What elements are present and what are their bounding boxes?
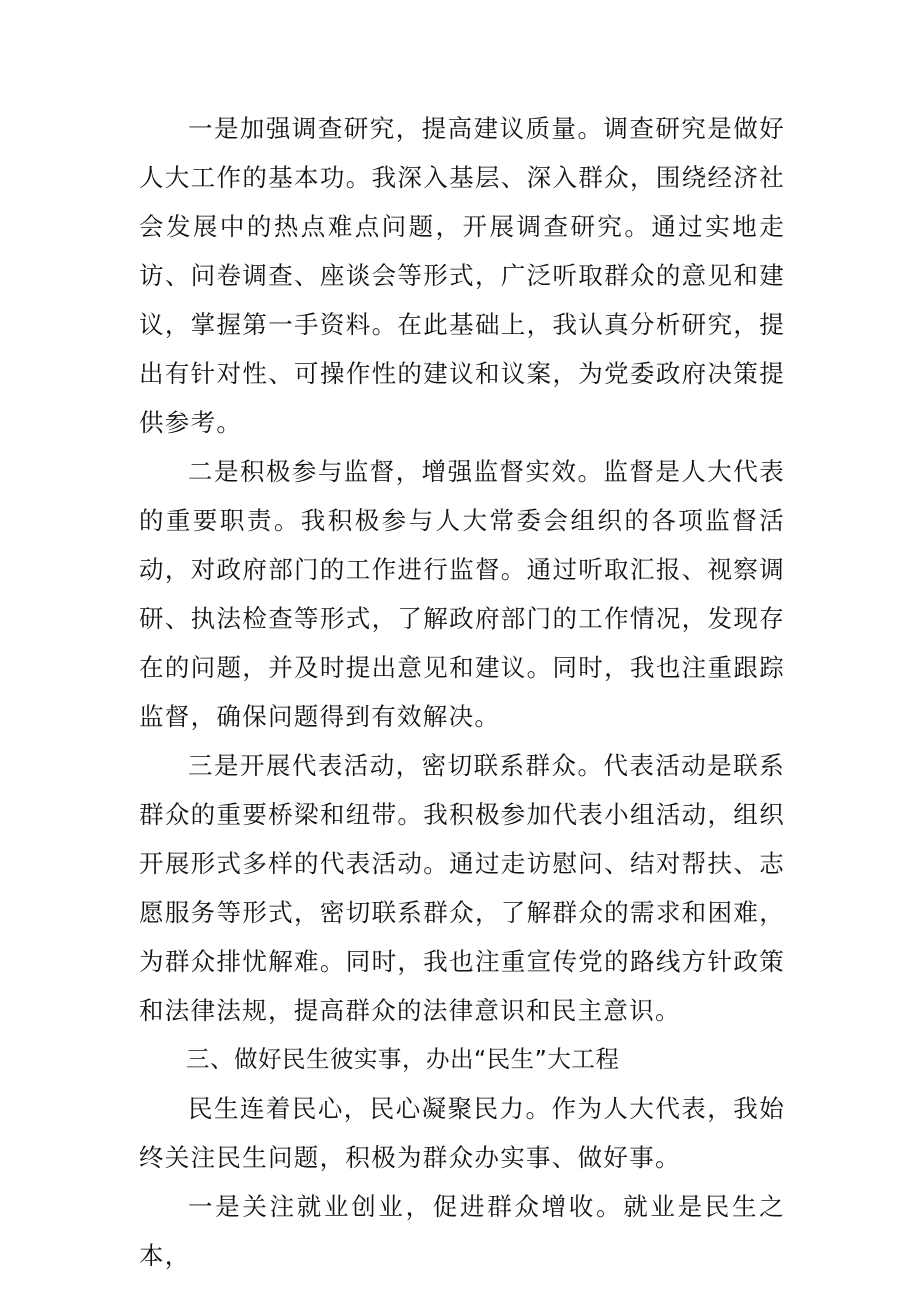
- paragraph-representative-activities: 三是开展代表活动，密切联系群众。代表活动是联系群众的重要桥梁和纽带。我积极参加代表小组活动，组织开展形式多样的代表活动。通过走访慰问、结对帮扶、志愿服务等形式，密切联系群众，了解群众的需求和困难，为群众排忧解难。同时，我也注重宣传党的路线方针政策和法律法规，提高群众的法律意识和民主意识。: [139, 751, 785, 1025]
- paragraph-supervision: 二是积极参与监督，增强监督实效。监督是人大代表的重要职责。我积极参与人大常委会组织的各项监督活动，对政府部门的工作进行监督。通过听取汇报、视察调研、执法检查等形式，了解政府部门的工作情况，发现存在的问题，并及时提出意见和建议。同时，我也注重跟踪监督，确保问题得到有效解决。: [139, 457, 785, 731]
- section-heading: 三、做好民生彼实事，办出“民生”大工程: [186, 1045, 620, 1073]
- paragraph-livelihood-intro: 民生连着民心，民心凝聚民力。作为人大代表，我始终关注民生问题，积极为群众办实事、做好事。: [139, 1094, 785, 1172]
- paragraph-research: 一是加强调查研究，提高建议质量。调查研究是做好人大工作的基本功。我深入基层、深入群众，围绕经济社会发展中的热点难点问题，开展调查研究。通过实地走访、问卷调查、座谈会等形式，广泛听取群众的意见和建议，掌握第一手资料。在此基础上，我认真分析研究，提出有针对性、可操作性的建议和议案，为党委政府决策提供参考。: [139, 114, 785, 437]
- paragraph-employment: 一是关注就业创业，促进群众增收。就业是民生之本，: [139, 1192, 785, 1270]
- document-body: [139, 104, 785, 1280]
